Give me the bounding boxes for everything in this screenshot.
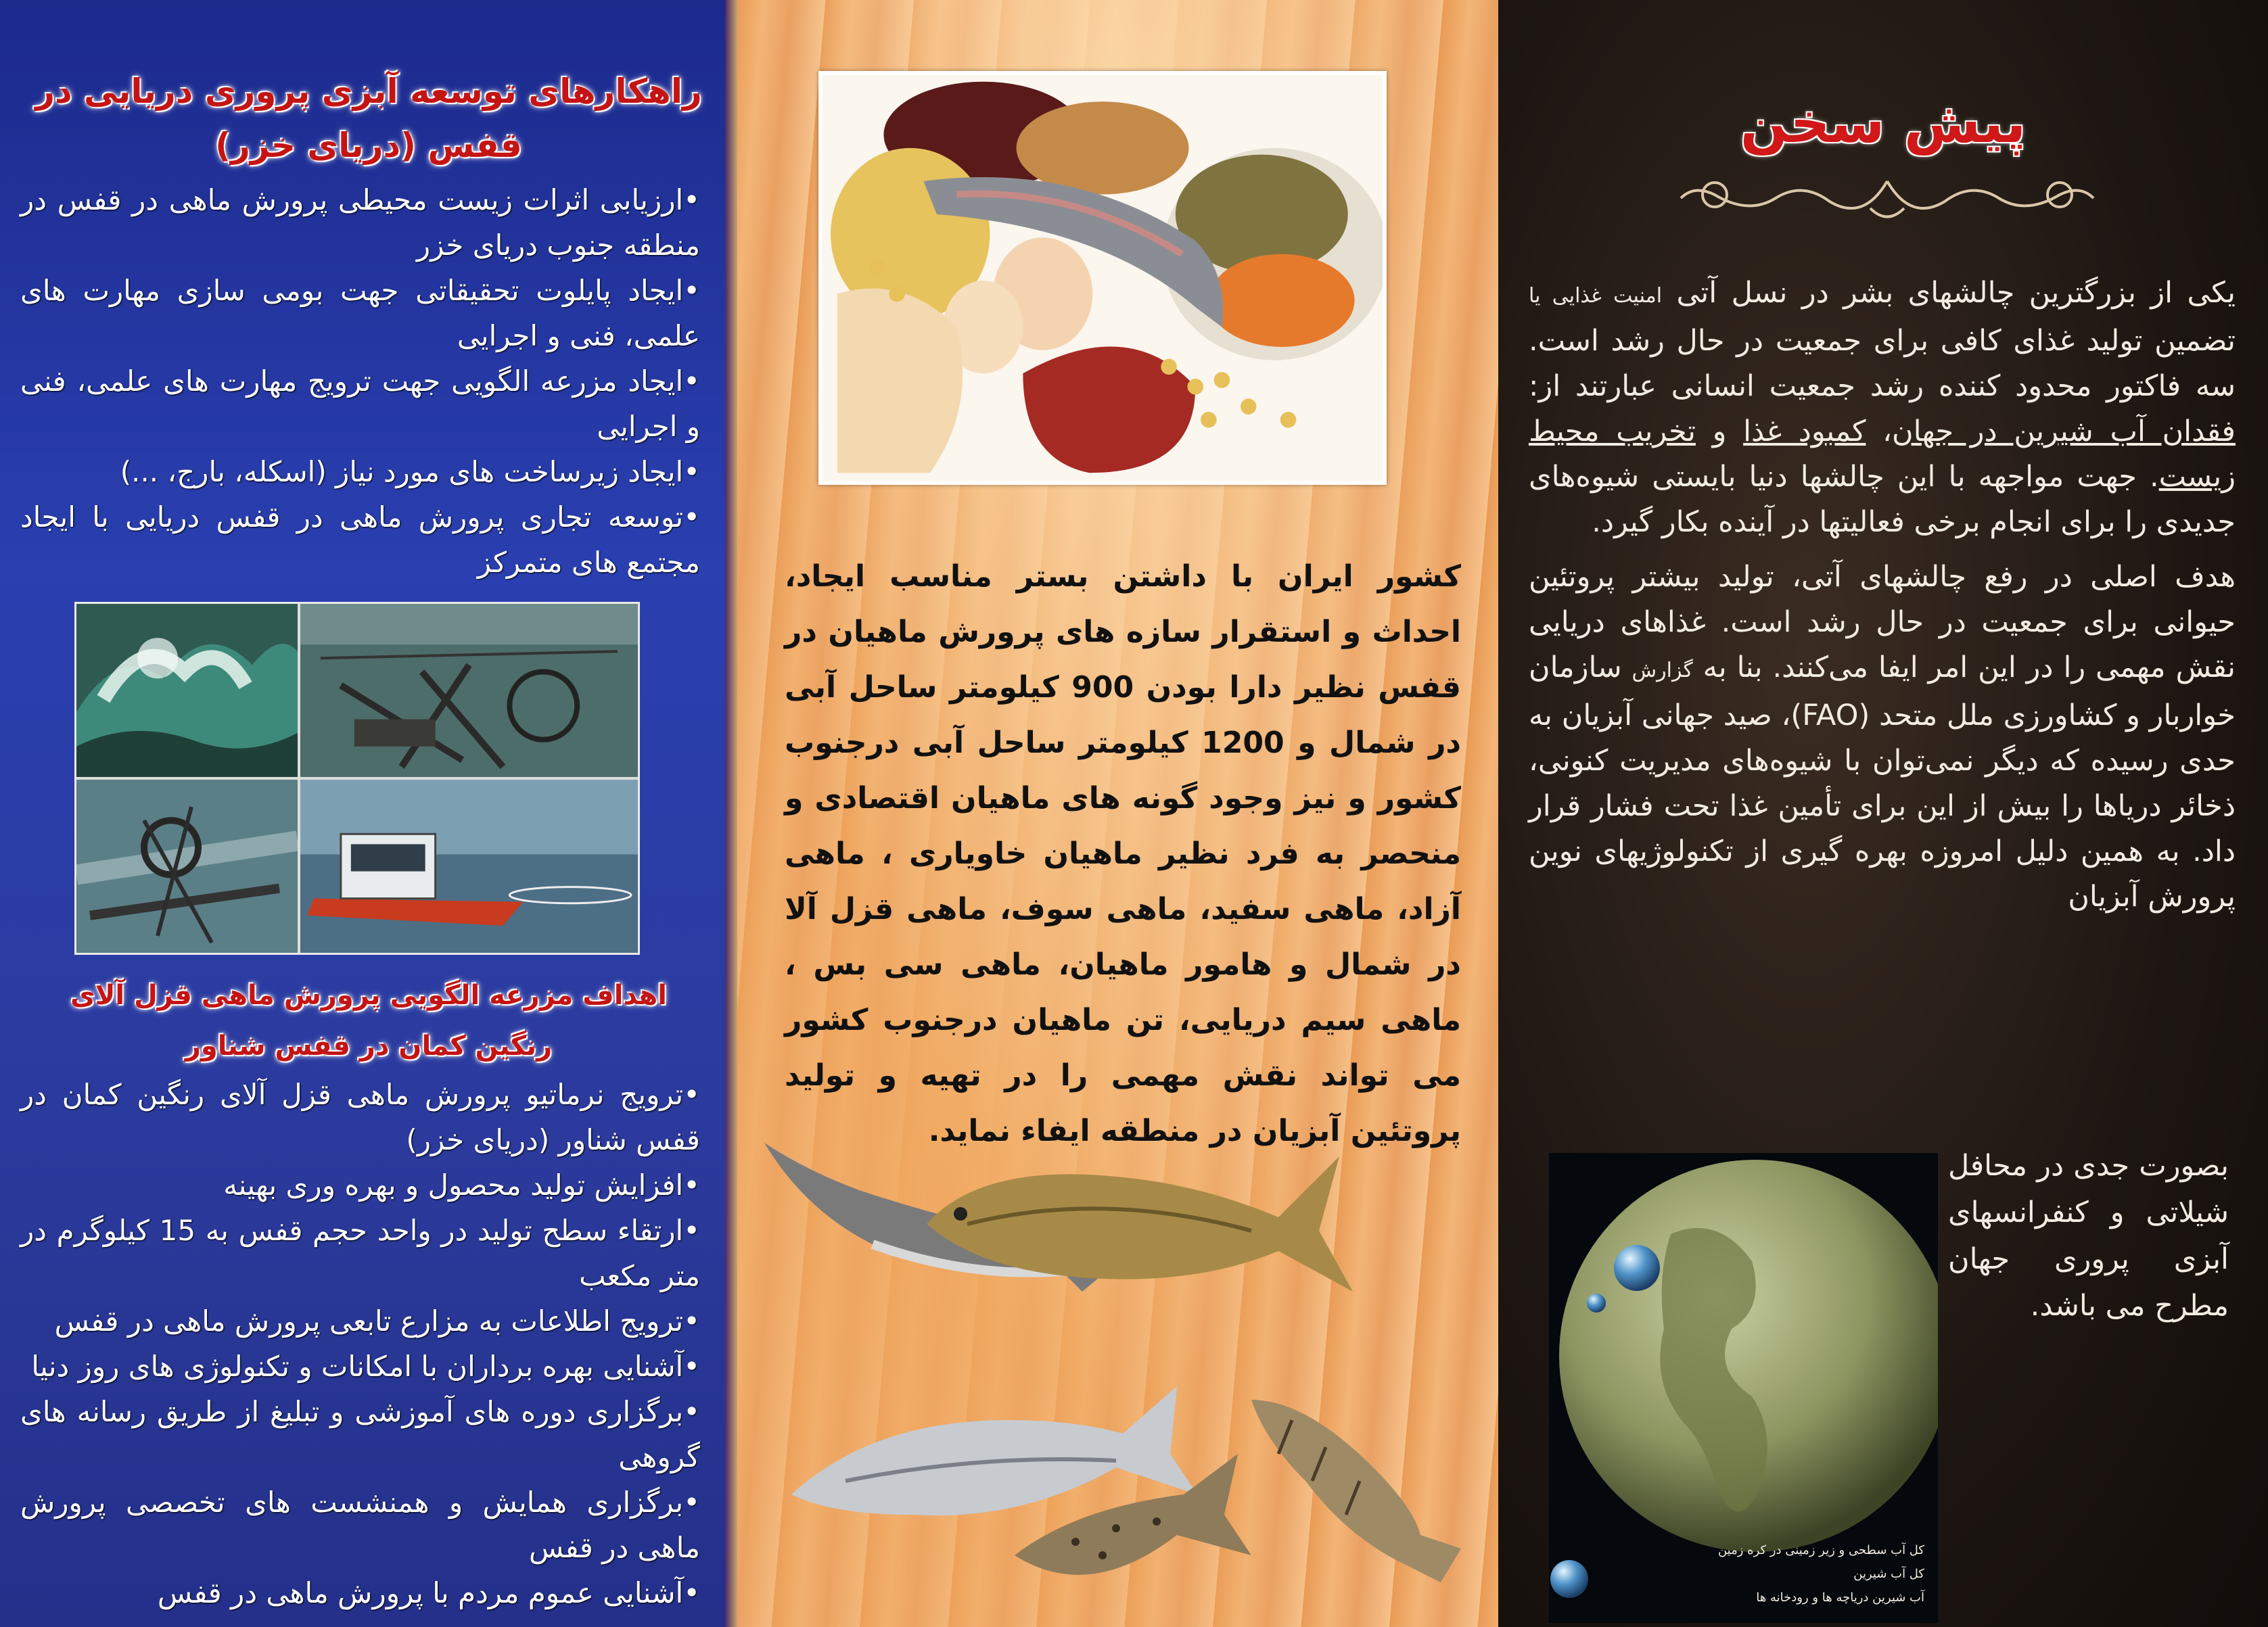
damaged-cage-photo <box>300 604 638 777</box>
cage-photos <box>74 602 640 955</box>
whitefish <box>791 1386 1197 1515</box>
left-panel <box>0 0 737 1627</box>
list-item: • آشنایی عموم مردم با پرورش ماهی در قفس <box>20 1570 700 1616</box>
environment-destruction-term: تخریب محیط زیست <box>1529 415 2236 494</box>
preface-text: یکی از بزرگترین چالشهای بشر در نسل آتی <box>1676 276 2236 310</box>
preface-text: هدف اصلی در رفع چالشهای آتی، تولید بیشتر پروتئین حیوانی برای جمعیت در حال رشد است. غذاهای دریایی نقش مهمی را در این امر ایفا می‌کنند. بنا به <box>1529 560 2236 684</box>
preface-text-small: امنیت غذایی یا <box>1529 284 1663 308</box>
globe-caption: کل آب سطحی و زیر زمینی در کره زمین <box>1717 1543 1924 1557</box>
preface-text: سازمان خواربار و کشاورزی ملل متحد (FAO)، صید جهانی آبزیان به حدی رسیده که دیگر نمی‌توان با شیوه‌های مدیریت کنونی، ذخائر دریاها را بیش از این برای تأمین غذا تحت فشار قرار داد. به همین دلیل امروزه بهره گیری از تکنولوژیهای نوین پرورش آبزیان <box>1529 651 2236 914</box>
list-item: • آشنایی بهره برداران با امکانات و تکنولوژی های روز دنیا <box>20 1344 700 1389</box>
boat-photo <box>300 780 638 953</box>
list-item: • ایجاد پایلوت تحقیقاتی جهت بومی سازی مهارت های علمی، فنی و اجرایی <box>20 268 700 358</box>
goals-list-top <box>20 177 700 585</box>
list-item: • ارزیابی اثرات زیست محیطی پرورش ماهی در قفس در منطقه جنوب دریای خزر <box>20 177 700 268</box>
list-item: • برگزاری دوره های آموزشی و تبلیغ از طریق رسانه های گروهی <box>20 1389 700 1480</box>
globe-caption: کل آب شیرین <box>1853 1567 1924 1581</box>
freshwater-shortage-term: فقدان آب شیرین در جهان <box>1892 415 2236 448</box>
iran-cage-farming-paragraph: کشور ایران با داشتن بستر مناسب ایجاد، احداث و استقرار سازه های پرورش ماهیان در قفس نظیر دارا بودن 900 کیلومتر ساحل آبی در شمال و 1200 کیلومتر ساحل آبی درجنوب کشور و نیز وجود گونه های ماهیان اقتصادی و منحصر به فرد نظیر ماهیان خاویاری ، ماهی آزاد، ماهی سفید، ماهی سوف، ماهی قزل آلا در شمال و هامور ماهیان، ماهی سی بس ، ماهی سیم دریایی، تن ماهیان درجنوب کشور می تواند نقش مهمی را در تهیه و تولید پروتئین آبزیان در منطقه ایفاء نماید. <box>785 559 1461 1148</box>
separator: و <box>1712 415 1727 448</box>
separator: ، <box>1882 415 1892 448</box>
list-item: • ارتقاء سطح تولید در واحد حجم قفس به 15 کیلوگرم در متر مکعب <box>20 1208 700 1298</box>
right-panel <box>1498 0 2268 1627</box>
list-item: • ایجاد مزرعه الگویی جهت ترویج مهارت های علمی، فنی و اجرایی <box>20 358 700 449</box>
preface-body <box>1529 270 2236 929</box>
preface-text-small: گزارش <box>1631 659 1693 682</box>
ornament-divider-icon <box>1667 168 2107 229</box>
fish-species-illustration <box>764 1116 1481 1616</box>
rainbow-trout-goals-title: اهداف مزرعه الگویی پرورش ماهی قزل آلای رنگین کمان در قفس شناور <box>70 980 667 1062</box>
preface-text: تضمین تولید غذای کافی برای جمعیت در حال رشد است. سه فاکتور محدود کننده رشد جمعیت انسانی عبارتند از: <box>1529 324 2236 403</box>
preface-text: . جهت مواجهه با این چالشها دنیا بایستی شیوه‌های جدیدی را برای انجام برخی فعالیتها در آینده بکار گیرد. <box>1529 460 2236 539</box>
food-shortage-term: کمبود غذا <box>1743 415 1866 448</box>
left-panel-title: راهکارهای توسعه آبزی پروری دریایی در قفس (دریای خزر) <box>35 72 702 165</box>
preface-tail: بصورت جدی در محافل شیلاتی و کنفرانسهای آبزی پروری جهان مطرح می باشد. <box>1948 1149 2229 1323</box>
earth-water-globe <box>1549 1153 1938 1623</box>
wave-photo <box>76 604 298 777</box>
preface-paragraph-1 <box>1529 270 2236 545</box>
list-item: • ترویج نرماتیو پرورش ماهی قزل آلای رنگین کمان در قفس شناور (دریای خزر) <box>20 1072 700 1162</box>
preface-paragraph-2 <box>1529 555 2236 920</box>
perch-fish <box>1251 1400 1461 1582</box>
list-item: • توسعه تجاری پرورش ماهی در قفس دریایی با ایجاد مجتمع های متمرکز <box>20 494 700 585</box>
protein-foods-photo <box>818 71 1387 485</box>
list-item: • ایجاد زیرساخت های مورد نیاز (اسکله، بارج، ...) <box>20 449 700 494</box>
list-item: • ترویج اطلاعات به مزارع تابعی پرورش ماهی در قفس <box>20 1298 700 1344</box>
floating-pipe-photo <box>76 780 298 953</box>
middle-panel <box>737 0 1498 1627</box>
goals-list-bottom <box>20 1072 700 1616</box>
globe-caption: آب شیرین دریاچه ها و رودخانه ها <box>1756 1590 1924 1605</box>
list-item: • افزایش تولید محصول و بهره وری بهینه <box>20 1162 700 1208</box>
preface-title: پیش سخن <box>1740 91 2027 156</box>
list-item: • برگزاری همایش و همنشست های تخصصی پرورش ماهی در قفس <box>20 1480 700 1570</box>
